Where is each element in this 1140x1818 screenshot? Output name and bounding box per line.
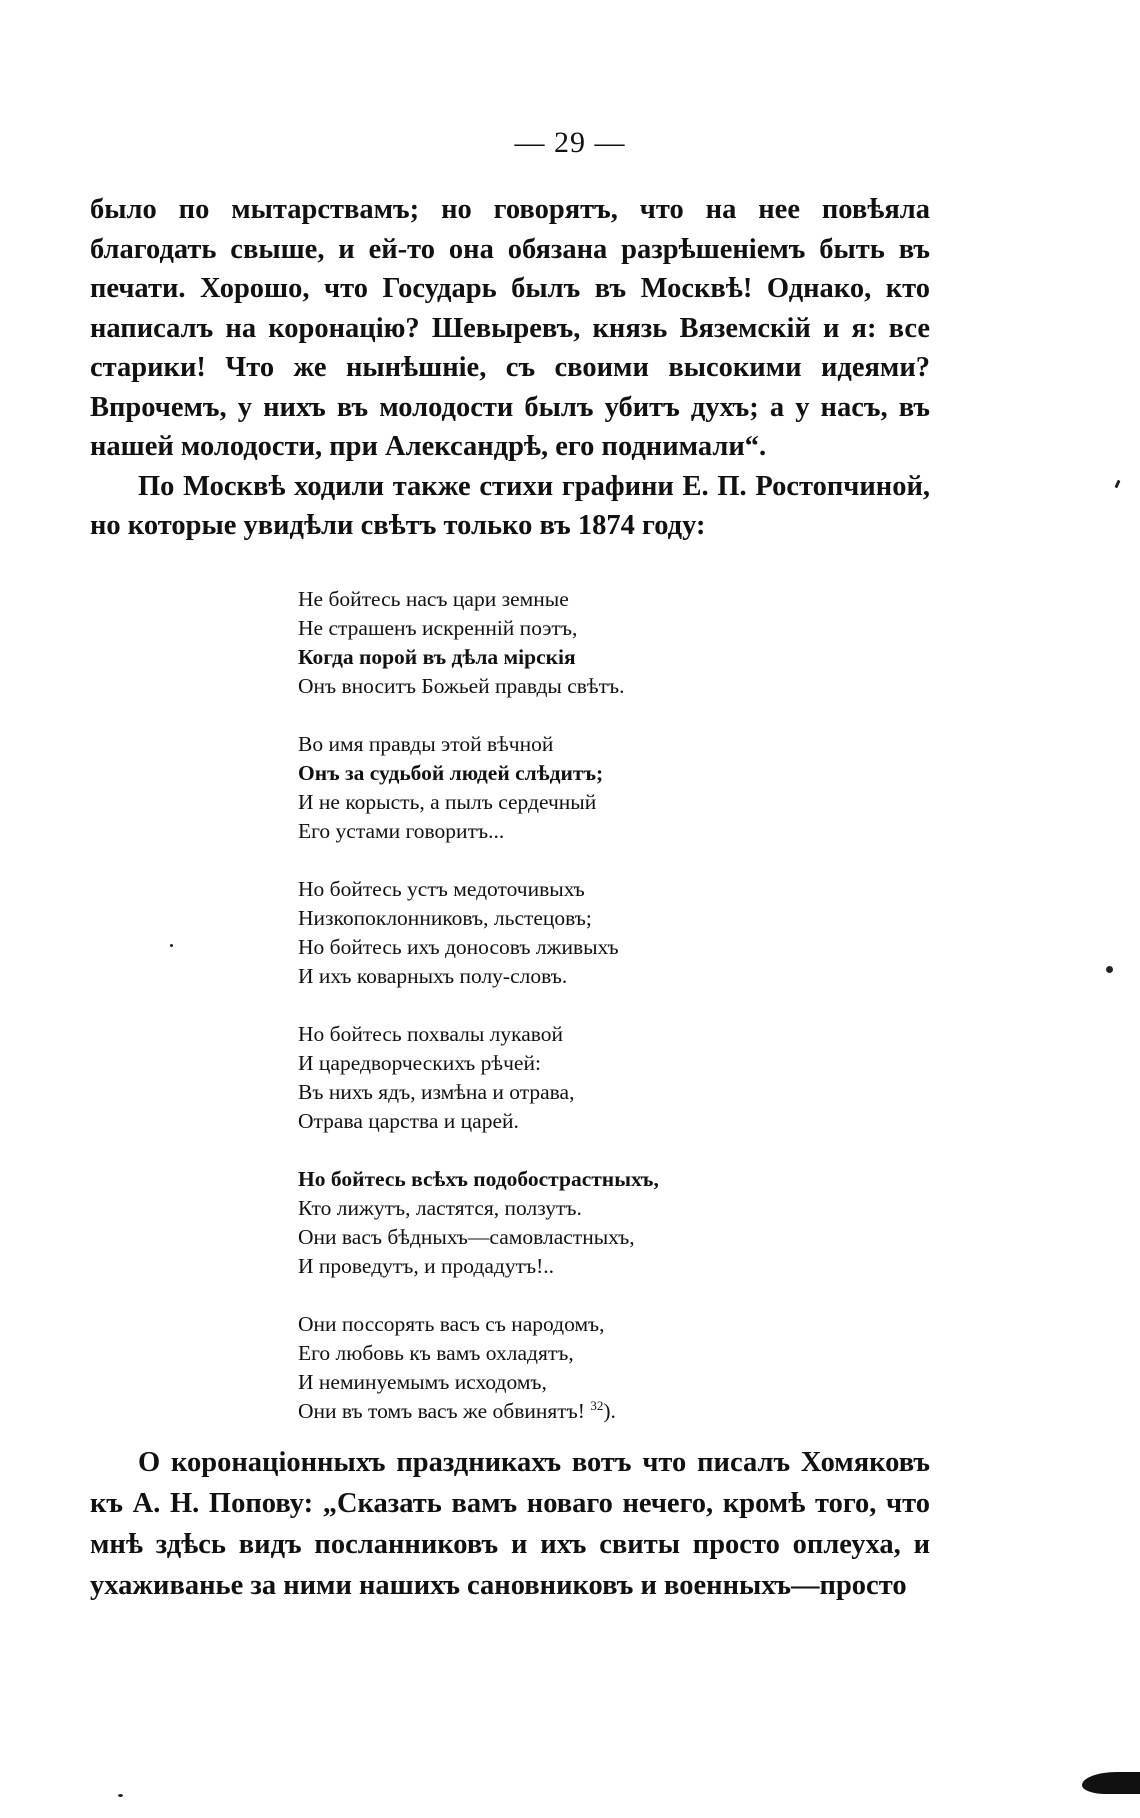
ink-blot: [1082, 1772, 1140, 1794]
verse-line: Они васъ бѣдныхъ—самовластныхъ,: [298, 1225, 635, 1249]
verse-line: Не бойтесь насъ цари земные: [298, 587, 569, 611]
verse-line: Въ нихъ ядъ, измѣна и отрава,: [298, 1080, 575, 1104]
verse-text: Они въ томъ васъ же обвинятъ!: [298, 1399, 585, 1423]
print-speck: [170, 944, 173, 947]
print-speck: [1114, 480, 1120, 489]
verse-line: И ихъ коварныхъ полу-словъ.: [298, 964, 568, 988]
verse-line: Но бойтесь всѣхъ подобострастныхъ,: [298, 1167, 659, 1191]
verse-line: Не страшенъ искренній поэтъ,: [298, 616, 578, 640]
verse-line: Но бойтесь похвалы лукавой: [298, 1022, 564, 1046]
verse-line: И проведутъ, и продадутъ!..: [298, 1254, 555, 1278]
print-speck: [118, 1794, 123, 1797]
verse-line: И не корысть, а пылъ сердечный: [298, 790, 597, 814]
footnote-closing: ).: [603, 1399, 616, 1423]
paragraph: По Москвѣ ходили также стихи графини Е. П. Ростопчиной, но которые увидѣли свѣтъ только въ 1874 году:: [90, 470, 930, 541]
verse-line: Отрава царства и царей.: [298, 1109, 519, 1133]
verse-line: Они поссорять васъ съ народомъ,: [298, 1312, 605, 1336]
verse-line: Но бойтесь устъ медоточивыхъ: [298, 877, 585, 901]
poem: [298, 585, 858, 1426]
verse-line: Во имя правды этой вѣчной: [298, 732, 554, 756]
verse-line: Онъ за судьбой людей слѣдитъ;: [298, 761, 604, 785]
verse-line: Но бойтесь ихъ доносовъ лживыхъ: [298, 935, 619, 959]
paragraph: было по мытарствамъ; но говорятъ, что на нее повѣяла благодать свыше, и ей-то она обязана разрѣшеніемъ быть въ печати. Хорошо, что Государь былъ въ Москвѣ! Однако, кто написалъ на коронацію? Шевыревъ, князь Вяземскій и я: все старики! Что же нынѣшніе, съ своими высокими идеями? Впрочемъ, у нихъ въ молодости былъ убитъ духъ; а у насъ, въ нашей молодости, при Александрѣ, его поднимали“.: [90, 194, 930, 462]
verse-line: Когда порой въ дѣла мірскія: [298, 645, 576, 669]
print-speck: [1106, 966, 1113, 973]
verse-line: Онъ вноситъ Божьей правды свѣтъ.: [298, 674, 625, 698]
poem-stanza: [298, 1310, 858, 1426]
verse-line: И царедворческихъ рѣчей:: [298, 1051, 541, 1075]
poem-stanza: [298, 585, 858, 701]
verse-line: Его устами говоритъ...: [298, 819, 505, 843]
verse-line: Его любовь къ вамъ охладятъ,: [298, 1341, 574, 1365]
poem-stanza: [298, 730, 858, 846]
poem-stanza: [298, 1165, 858, 1281]
verse-line: И неминуемымъ исходомъ,: [298, 1370, 547, 1394]
verse-line: Кто лижутъ, ластятся, ползутъ.: [298, 1196, 582, 1220]
footnote-marker: 32: [590, 1397, 604, 1413]
prose-top: [90, 190, 930, 546]
paragraph: О коронаціонныхъ праздникахъ вотъ что писалъ Хомяковъ къ А. Н. Попову: „Сказать вамъ новаго нечего, кромѣ того, что мнѣ здѣсь видъ посланниковъ и ихъ свиты просто оплеуха, и ухаживанье за ними нашихъ сановниковъ и военныхъ—просто: [90, 1447, 930, 1601]
poem-stanza: [298, 1020, 858, 1136]
verse-line: [298, 1397, 858, 1426]
verse-line: Низкопоклонниковъ, льстецовъ;: [298, 906, 592, 930]
page-number: — 29 —: [514, 126, 626, 159]
poem-stanza: [298, 875, 858, 991]
prose-bottom: [90, 1442, 930, 1606]
